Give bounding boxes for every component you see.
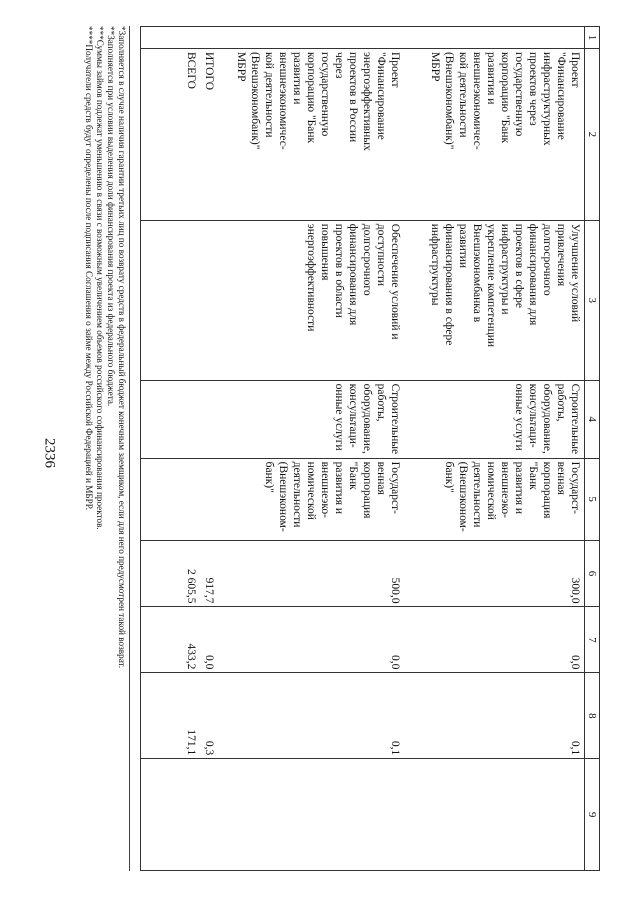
column-number: 2 [585, 48, 600, 220]
project-name-cell: Проект "Финансирование энергоэффективных проектов в России через государственную корпорацию "Банк развития и внешнеэкономичес- кой деятельности (Внешэкономбанк)" МБРР [233, 48, 405, 220]
footnotes [83, 26, 130, 871]
grand-total-label: ВСЕГО [141, 48, 201, 220]
table-cell [141, 759, 201, 871]
footnote: **Заполняется при условии выделения доли финансирования проекта из федерального бюджета. [106, 26, 116, 407]
grand-total-amount: 2 605,5 [141, 540, 201, 607]
grand-total-amount: 171,1 [141, 673, 201, 759]
expense-type-cell: Строительные работы, оборудование, консультаци- онные услуги [233, 380, 405, 458]
table-cell [141, 27, 201, 49]
column-number: 5 [585, 458, 600, 540]
table-cell [233, 759, 405, 871]
amount-cell: 0,0 [405, 607, 585, 673]
table-cell [201, 220, 233, 380]
expense-type-cell: Строительные работы, оборудование, консультаци- онные услуги [405, 380, 585, 458]
amount-cell: 0,1 [405, 673, 585, 759]
table-cell [201, 759, 233, 871]
total-label: ИТОГО [201, 48, 233, 220]
project-goal-cell: Улучшение условий привлечения долгосрочного финансирования для проектов в сфере инфраструктуры и укрепление компетенции Внешэкономбанка в развитии финансирования в сфере инфраструктуры [405, 220, 585, 380]
table-cell [201, 27, 233, 49]
total-amount: 0,0 [201, 607, 233, 673]
footnote: ****Получатели средств будут определены после подписания Соглашения о займе между Российской Федерацией и МБРР. [84, 26, 94, 511]
column-number: 8 [585, 673, 600, 759]
loan-projects-table [140, 26, 600, 871]
table-row [405, 27, 585, 871]
table-row [233, 27, 405, 871]
footnote: ***Суммы займов подлежат уменьшению в связи с возможным увеличением объемов российского софинансирования проектов. [95, 26, 105, 530]
table-cell [141, 380, 201, 458]
total-amount: 917,7 [201, 540, 233, 607]
amount-cell: 0,0 [233, 607, 405, 673]
page-number: 2336 [41, 438, 58, 468]
table-cell [405, 759, 585, 871]
column-number: 4 [585, 380, 600, 458]
amount-cell: 500,0 [233, 540, 405, 607]
footnote: *Заполняется в случае наличия гарантии третьих лиц по возврату средств в федеральный бюджет конечным заемщиком, если для него предусмотрен такой возврат. [117, 26, 127, 669]
executor-cell: Государст- венная корпорация "Банк развития и внешнеэко- номической деятельности (Внешэконом- банк)" [233, 458, 405, 540]
amount-cell: 0,1 [233, 673, 405, 759]
project-goal-cell: Обеспечение условий и доступности долгосрочного финансирования для проектов в области повышения энергоэффективности [233, 220, 405, 380]
column-number: 1 [585, 27, 600, 49]
project-name-cell: Проект "Финансирование инфраструктурных проектов через государственную корпорацию "Банк развития и внешнеэкономичес- кой деятельности (Внешэкономбанк)" МБРР [405, 48, 585, 220]
table-cell [201, 458, 233, 540]
column-number-row [585, 27, 600, 871]
column-number: 9 [585, 759, 600, 871]
executor-cell: Государст- венная корпорация "Банк развития и внешнеэко- номической деятельности (Внешэконом- банк)" [405, 458, 585, 540]
grand-total-amount: 433,2 [141, 607, 201, 673]
table-cell [405, 27, 585, 49]
table-cell [141, 220, 201, 380]
column-number: 6 [585, 540, 600, 607]
amount-cell: 300,0 [405, 540, 585, 607]
total-row [201, 27, 233, 871]
table-cell [233, 27, 405, 49]
total-amount: 0,3 [201, 673, 233, 759]
table-cell [201, 380, 233, 458]
rotated-page-content [80, 26, 600, 871]
grand-total-row [141, 27, 201, 871]
column-number: 7 [585, 607, 600, 673]
column-number: 3 [585, 220, 600, 380]
table-cell [141, 458, 201, 540]
